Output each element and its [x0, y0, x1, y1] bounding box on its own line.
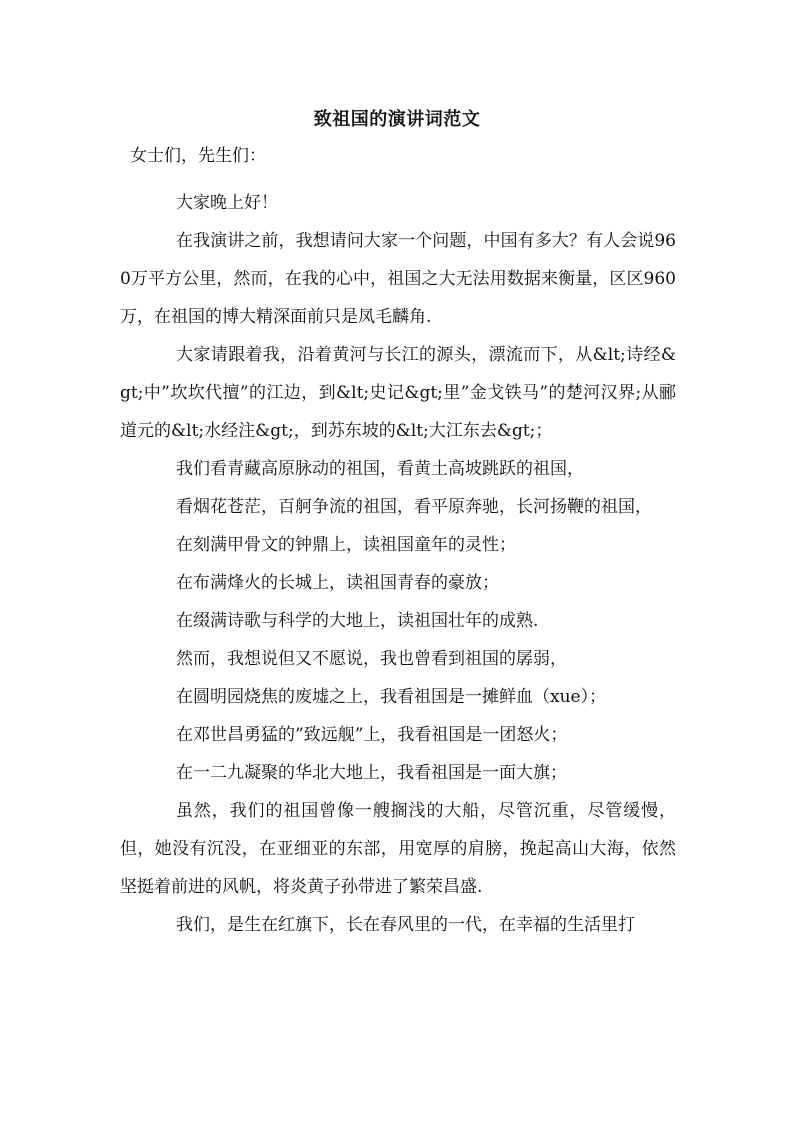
paragraph-follow-the-rivers: 大家请跟着我，沿着黄河与长江的源头，漂流而下，从&lt;诗经&gt;中”坎坎代擅”的江边，到&lt;史记&gt;里”金戈铁马”的楚河汉界;从郦道元的&lt;水经注&gt;，到苏东坡的&lt;大江东去&gt;；	[120, 345, 676, 441]
paragraph-our-generation: 我们，是生在红旗下，长在春风里的一代，在幸福的生活里打	[176, 915, 635, 935]
paragraph-stranded-ship: 虽然，我们的祖国曾像一艘搁浅的大船，尽管沉重，尽管缓慢，但，她没有沉没，在亚细亚的东部，用宽厚的肩膀，挽起高山大海，依然坚挺着前进的风帆，将炎黄子孙带进了繁荣昌盛.	[120, 801, 676, 897]
document-title: 致祖国的演讲词范文	[313, 109, 481, 130]
paragraph-greeting-evening: 大家晚上好！	[176, 193, 278, 213]
greeting-line: 女士们，先生们：	[130, 146, 266, 166]
poem-line: 在刻满甲骨文的钟鼎上，读祖国童年的灵性；	[176, 535, 516, 555]
poem-line: 然而，我想说但又不愿说，我也曾看到祖国的孱弱，	[176, 649, 567, 669]
poem-line: 在圆明园烧焦的废墟之上，我看祖国是一摊鲜血（xue）；	[176, 687, 607, 707]
document-body	[120, 146, 676, 944]
poem-line: 在布满烽火的长城上，读祖国青春的豪放；	[176, 573, 499, 593]
poem-line: 在邓世昌勇猛的”致远舰”上，我看祖国是一团怒火；	[176, 725, 568, 745]
poem-line: 我们看青藏高原脉动的祖国，看黄土高坡跳跃的祖国，	[176, 459, 584, 479]
poem-line: 在缀满诗歌与科学的大地上，读祖国壮年的成熟.	[176, 611, 539, 631]
poem-line: 在一二九凝聚的华北大地上，我看祖国是一面大旗；	[176, 763, 567, 783]
poem-line: 看烟花苍茫，百舸争流的祖国，看平原奔驰，长河扬鞭的祖国，	[176, 497, 652, 517]
paragraph-how-big-is-china: 在我演讲之前，我想请问大家一个问题，中国有多大？有人会说960万平方公里，然而，在我的心中，祖国之大无法用数据来衡量，区区960万，在祖国的博大精深面前只是凤毛麟角.	[120, 231, 676, 327]
